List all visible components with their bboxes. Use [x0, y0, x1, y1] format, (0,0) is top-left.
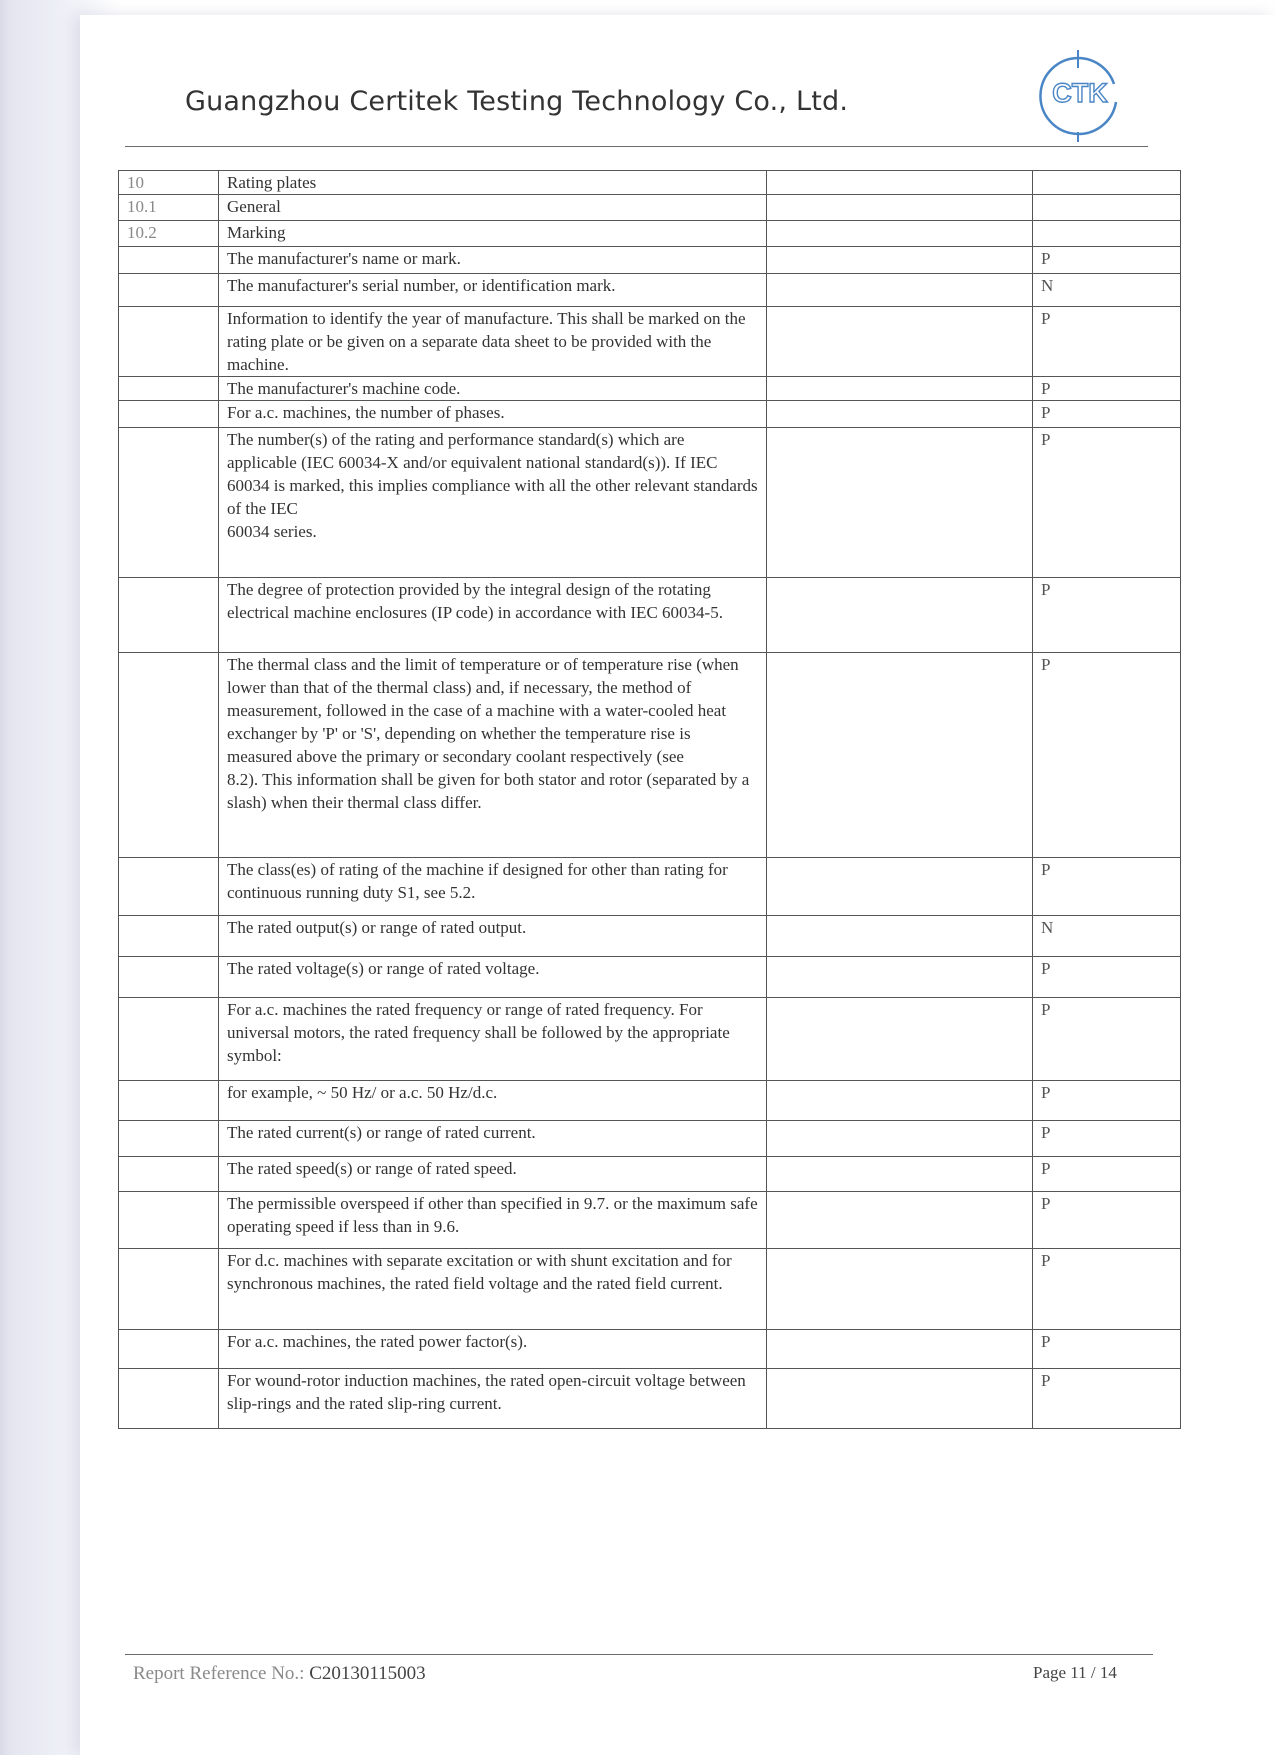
clause-number: [119, 428, 219, 578]
table-row: [119, 171, 1181, 195]
table-row: [119, 858, 1181, 916]
clause-number: [119, 247, 219, 274]
clause-number: [119, 274, 219, 307]
clause-number: [119, 578, 219, 653]
report-reference-number: C20130115003: [309, 1663, 426, 1684]
result-remark: [767, 916, 1033, 957]
table-row: [119, 1249, 1181, 1330]
page-number: Page 11 / 14: [1033, 1663, 1117, 1682]
requirement-text: The class(es) of rating of the machine if designed for other than rating for continuous running duty S1, see 5.2.: [219, 858, 767, 916]
verdict: P: [1033, 1121, 1181, 1157]
table-row: [119, 247, 1181, 274]
requirement-text: For a.c. machines, the number of phases.: [219, 401, 767, 428]
result-remark: [767, 377, 1033, 401]
table-row: [119, 377, 1181, 401]
verdict: P: [1033, 1157, 1181, 1192]
result-remark: [767, 1192, 1033, 1249]
company-name: Guangzhou Certitek Testing Technology Co., Ltd.: [185, 86, 849, 117]
verdict: N: [1033, 274, 1181, 307]
verdict: P: [1033, 957, 1181, 998]
requirement-text: Rating plates: [219, 171, 767, 195]
verdict: P: [1033, 247, 1181, 274]
requirement-text: The rated current(s) or range of rated current.: [219, 1121, 767, 1157]
clause-number: [119, 1330, 219, 1369]
clause-number: [119, 307, 219, 377]
result-remark: [767, 247, 1033, 274]
requirement-text: The manufacturer's name or mark.: [219, 247, 767, 274]
table-row: [119, 195, 1181, 221]
result-remark: [767, 274, 1033, 307]
logo-text: CTK: [1052, 78, 1108, 108]
table-row: [119, 1157, 1181, 1192]
header-divider: [125, 146, 1148, 147]
result-remark: [767, 858, 1033, 916]
verdict: P: [1033, 998, 1181, 1081]
clause-number: [119, 1369, 219, 1429]
clause-number: [119, 377, 219, 401]
verdict: [1033, 171, 1181, 195]
table-row: [119, 307, 1181, 377]
verdict: P: [1033, 377, 1181, 401]
verdict: P: [1033, 307, 1181, 377]
table-row: [119, 1330, 1181, 1369]
result-remark: [767, 1249, 1033, 1330]
result-remark: [767, 957, 1033, 998]
clause-number: [119, 1157, 219, 1192]
result-remark: [767, 1157, 1033, 1192]
table-row: [119, 221, 1181, 247]
table-row: [119, 653, 1181, 858]
requirement-text: For d.c. machines with separate excitation or with shunt excitation and for synchronous machines, the rated field voltage and the rated field current.: [219, 1249, 767, 1330]
verdict: P: [1033, 653, 1181, 858]
verdict: P: [1033, 1330, 1181, 1369]
result-remark: [767, 401, 1033, 428]
table-row: [119, 578, 1181, 653]
result-remark: [767, 307, 1033, 377]
table-row: [119, 998, 1181, 1081]
requirement-text: General: [219, 195, 767, 221]
table-row: [119, 957, 1181, 998]
requirement-text: The manufacturer's serial number, or identification mark.: [219, 274, 767, 307]
verdict: P: [1033, 1192, 1181, 1249]
requirement-text: Marking: [219, 221, 767, 247]
table-row: [119, 1369, 1181, 1429]
ctk-logo-icon: [1028, 46, 1128, 146]
clause-number: [119, 1121, 219, 1157]
table-row: [119, 916, 1181, 957]
clause-number: [119, 1081, 219, 1121]
requirement-text: The manufacturer's machine code.: [219, 377, 767, 401]
table-row: [119, 428, 1181, 578]
result-remark: [767, 428, 1033, 578]
requirement-text: The rated output(s) or range of rated output.: [219, 916, 767, 957]
clause-number: [119, 401, 219, 428]
clause-number: [119, 858, 219, 916]
verdict: P: [1033, 858, 1181, 916]
result-remark: [767, 653, 1033, 858]
clause-number: [119, 653, 219, 858]
table-row: [119, 1081, 1181, 1121]
result-remark: [767, 1330, 1033, 1369]
clause-number: [119, 957, 219, 998]
clause-number: 10.1: [119, 195, 219, 221]
clause-number: [119, 998, 219, 1081]
requirement-text: The number(s) of the rating and performance standard(s) which are applicable (IEC 60034-X and/or equivalent national standard(s)). If IEC 60034 is marked, this implies compliance with all the other relevant standards of the IEC 60034 series.: [219, 428, 767, 578]
result-remark: [767, 221, 1033, 247]
verdict: P: [1033, 1249, 1181, 1330]
clause-number: [119, 1249, 219, 1330]
verdict: P: [1033, 1369, 1181, 1429]
table-row: [119, 1192, 1181, 1249]
verdict: [1033, 195, 1181, 221]
table-row: [119, 274, 1181, 307]
result-remark: [767, 998, 1033, 1081]
clause-number: [119, 916, 219, 957]
table-row: [119, 1121, 1181, 1157]
result-remark: [767, 578, 1033, 653]
requirement-text: The thermal class and the limit of temperature or of temperature rise (when lower than that of the thermal class) and, if necessary, the method of measurement, followed in the case of a machine with a water-cooled heat exchanger by 'P' or 'S', depending on whether the temperature rise is measured above the primary or secondary coolant respectively (see 8.2). This information shall be given for both stator and rotor (separated by a slash) when their thermal class differ.: [219, 653, 767, 858]
result-remark: [767, 171, 1033, 195]
clause-number: 10: [119, 171, 219, 195]
footer-divider: [125, 1654, 1153, 1655]
requirement-text: The degree of protection provided by the integral design of the rotating electrical machine enclosures (IP code) in accordance with IEC 60034-5.: [219, 578, 767, 653]
requirement-text: For wound-rotor induction machines, the rated open-circuit voltage between slip-rings and the rated slip-ring current.: [219, 1369, 767, 1429]
verdict: P: [1033, 578, 1181, 653]
verdict: P: [1033, 428, 1181, 578]
requirement-text: For a.c. machines, the rated power factor(s).: [219, 1330, 767, 1369]
result-remark: [767, 1081, 1033, 1121]
requirement-text: The rated voltage(s) or range of rated voltage.: [219, 957, 767, 998]
requirement-text: for example, ~ 50 Hz/ or a.c. 50 Hz/d.c.: [219, 1081, 767, 1121]
verdict: [1033, 221, 1181, 247]
clause-number: 10.2: [119, 221, 219, 247]
result-remark: [767, 195, 1033, 221]
requirement-text: The rated speed(s) or range of rated speed.: [219, 1157, 767, 1192]
verdict: P: [1033, 1081, 1181, 1121]
requirement-text: For a.c. machines the rated frequency or range of rated frequency. For universal motors, the rated frequency shall be followed by the appropriate symbol:: [219, 998, 767, 1081]
clause-table: [118, 170, 1181, 1429]
result-remark: [767, 1369, 1033, 1429]
clause-number: [119, 1192, 219, 1249]
requirement-text: Information to identify the year of manufacture. This shall be marked on the rating plate or be given on a separate data sheet to be provided with the machine.: [219, 307, 767, 377]
report-reference-label: Report Reference No.:: [133, 1663, 305, 1684]
result-remark: [767, 1121, 1033, 1157]
report-reference: [133, 1663, 426, 1685]
verdict: N: [1033, 916, 1181, 957]
requirement-text: The permissible overspeed if other than specified in 9.7. or the maximum safe operating speed if less than in 9.6.: [219, 1192, 767, 1249]
verdict: P: [1033, 401, 1181, 428]
table-row: [119, 401, 1181, 428]
